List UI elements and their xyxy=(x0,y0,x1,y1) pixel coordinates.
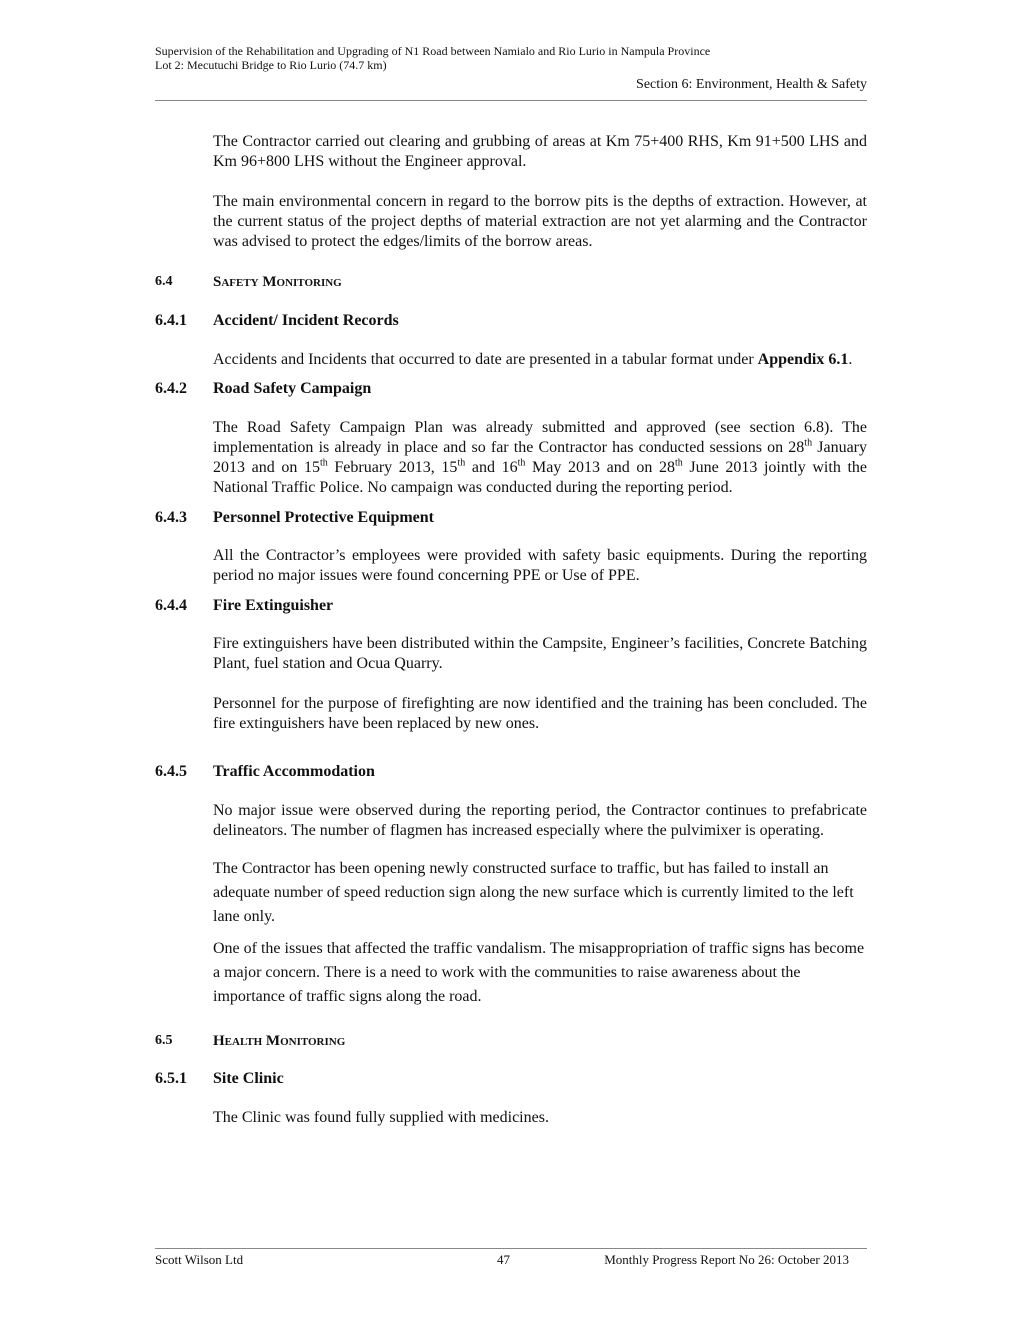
section-title: Traffic Accommodation xyxy=(213,763,375,780)
paragraph-site-clinic: The Clinic was found fully supplied with medicines. xyxy=(213,1109,549,1126)
heading-6-4-5 xyxy=(155,762,867,782)
appendix-reference: Appendix 6.1 xyxy=(757,351,849,368)
superscript: th xyxy=(320,457,328,469)
section-title: Fire Extinguisher xyxy=(213,597,334,614)
section-title: Health Monitoring xyxy=(213,1033,346,1049)
superscript: th xyxy=(674,457,683,469)
paragraph-traffic-issues: No major issue were observed during the reporting period, the Contractor continues to prefabricate delineators. The number of flagmen has increased especially where the pulvimixer is operating. xyxy=(213,802,867,839)
section-number: 6.5 xyxy=(155,1033,173,1048)
paragraph-accident-records xyxy=(213,350,867,370)
section-number: 6.4.1 xyxy=(155,312,187,329)
superscript: th xyxy=(457,457,466,469)
text-run: May 2013 and on 28 xyxy=(525,459,675,476)
section-number: 6.4 xyxy=(155,274,173,289)
header-lot: Lot 2: Mecutuchi Bridge to Rio Lurio (74.7 km) xyxy=(155,58,387,72)
superscript: th xyxy=(804,437,813,449)
section-title: Personnel Protective Equipment xyxy=(213,509,435,526)
paragraph-clearing: The Contractor carried out clearing and grubbing of areas at Km 75+400 RHS, Km 91+500 LHS and Km 96+800 LHS without the Engineer approval. xyxy=(213,133,867,170)
text-run: and 16 xyxy=(465,459,518,476)
page-body xyxy=(155,132,867,1128)
superscript: th xyxy=(517,457,526,469)
text-run: The Road Safety Campaign Plan was already submitted and approved (see section 6.8). The implementation is already in place and so far the Contractor has conducted sessions on 28 xyxy=(213,419,867,456)
header-section: Section 6: Environment, Health & Safety xyxy=(636,77,867,92)
section-number: 6.4.2 xyxy=(155,380,187,397)
footer-divider xyxy=(155,1248,867,1249)
section-number: 6.5.1 xyxy=(155,1070,187,1087)
heading-6-4-3 xyxy=(155,508,867,528)
page-header xyxy=(155,44,867,93)
text-run: January 2013 and on 15 xyxy=(213,439,868,476)
footer-company: Scott Wilson Ltd xyxy=(155,1252,244,1267)
heading-6-5 xyxy=(155,1031,867,1051)
text-run: February 2013, 15 xyxy=(327,459,458,476)
section-title: Road Safety Campaign xyxy=(213,380,372,397)
paragraph-borrow-pits: The main environmental concern in regard to the borrow pits is the depths of extraction. However, at the current status of the project depths of material extraction are not yet alarming and the Contractor was advised to protect the edges/limits of the borrow areas. xyxy=(213,193,867,250)
text-run: Accidents and Incidents that occurred to date are presented in a tabular format under xyxy=(213,351,758,368)
heading-6-4-4 xyxy=(155,596,867,616)
heading-6-5-1 xyxy=(155,1069,867,1089)
header-project-title: Supervision of the Rehabilitation and Upgrading of N1 Road between Namialo and Rio Lurio in Nampula Province xyxy=(155,44,711,58)
section-number: 6.4.4 xyxy=(155,597,187,614)
heading-6-4 xyxy=(155,272,867,292)
section-number: 6.4.5 xyxy=(155,763,187,780)
section-number: 6.4.3 xyxy=(155,509,187,526)
page-number: 47 xyxy=(497,1252,510,1267)
text-run: . xyxy=(848,351,853,368)
paragraph-firefighting-personnel: Personnel for the purpose of firefighting are now identified and the training has been concluded. The fire extinguishers have been replaced by new ones. xyxy=(213,695,867,732)
paragraph-vandalism: One of the issues that affected the traffic vandalism. The misappropriation of traffic signs has become a major concern. There is a need to work with the communities to raise awareness about the importance of traffic signs along the road. xyxy=(213,940,865,1005)
heading-6-4-2 xyxy=(155,379,867,399)
section-title: Accident/ Incident Records xyxy=(213,312,399,329)
paragraph-ppe: All the Contractor’s employees were provided with safety basic equipments. During the reporting period no major issues were found concerning PPE or Use of PPE. xyxy=(213,547,867,584)
header-divider xyxy=(155,100,867,101)
section-title: Safety Monitoring xyxy=(213,274,342,290)
paragraph-speed-signs: The Contractor has been opening newly constructed surface to traffic, but has failed to install an adequate number of speed reduction sign along the new surface which is currently limited to the left lane only. xyxy=(213,860,854,925)
section-title: Site Clinic xyxy=(213,1070,284,1087)
heading-6-4-1 xyxy=(155,311,867,331)
footer-report-title: Monthly Progress Report No 26: October 2013 xyxy=(604,1252,849,1267)
text-run: June 2013 jointly with the National Traffic Police. No campaign was conducted during the reporting period. xyxy=(213,459,868,496)
paragraph-road-safety-campaign xyxy=(213,418,867,498)
paragraph-fire-extinguishers: Fire extinguishers have been distributed within the Campsite, Engineer’s facilities, Concrete Batching Plant, fuel station and Ocua Quarry. xyxy=(213,635,867,672)
